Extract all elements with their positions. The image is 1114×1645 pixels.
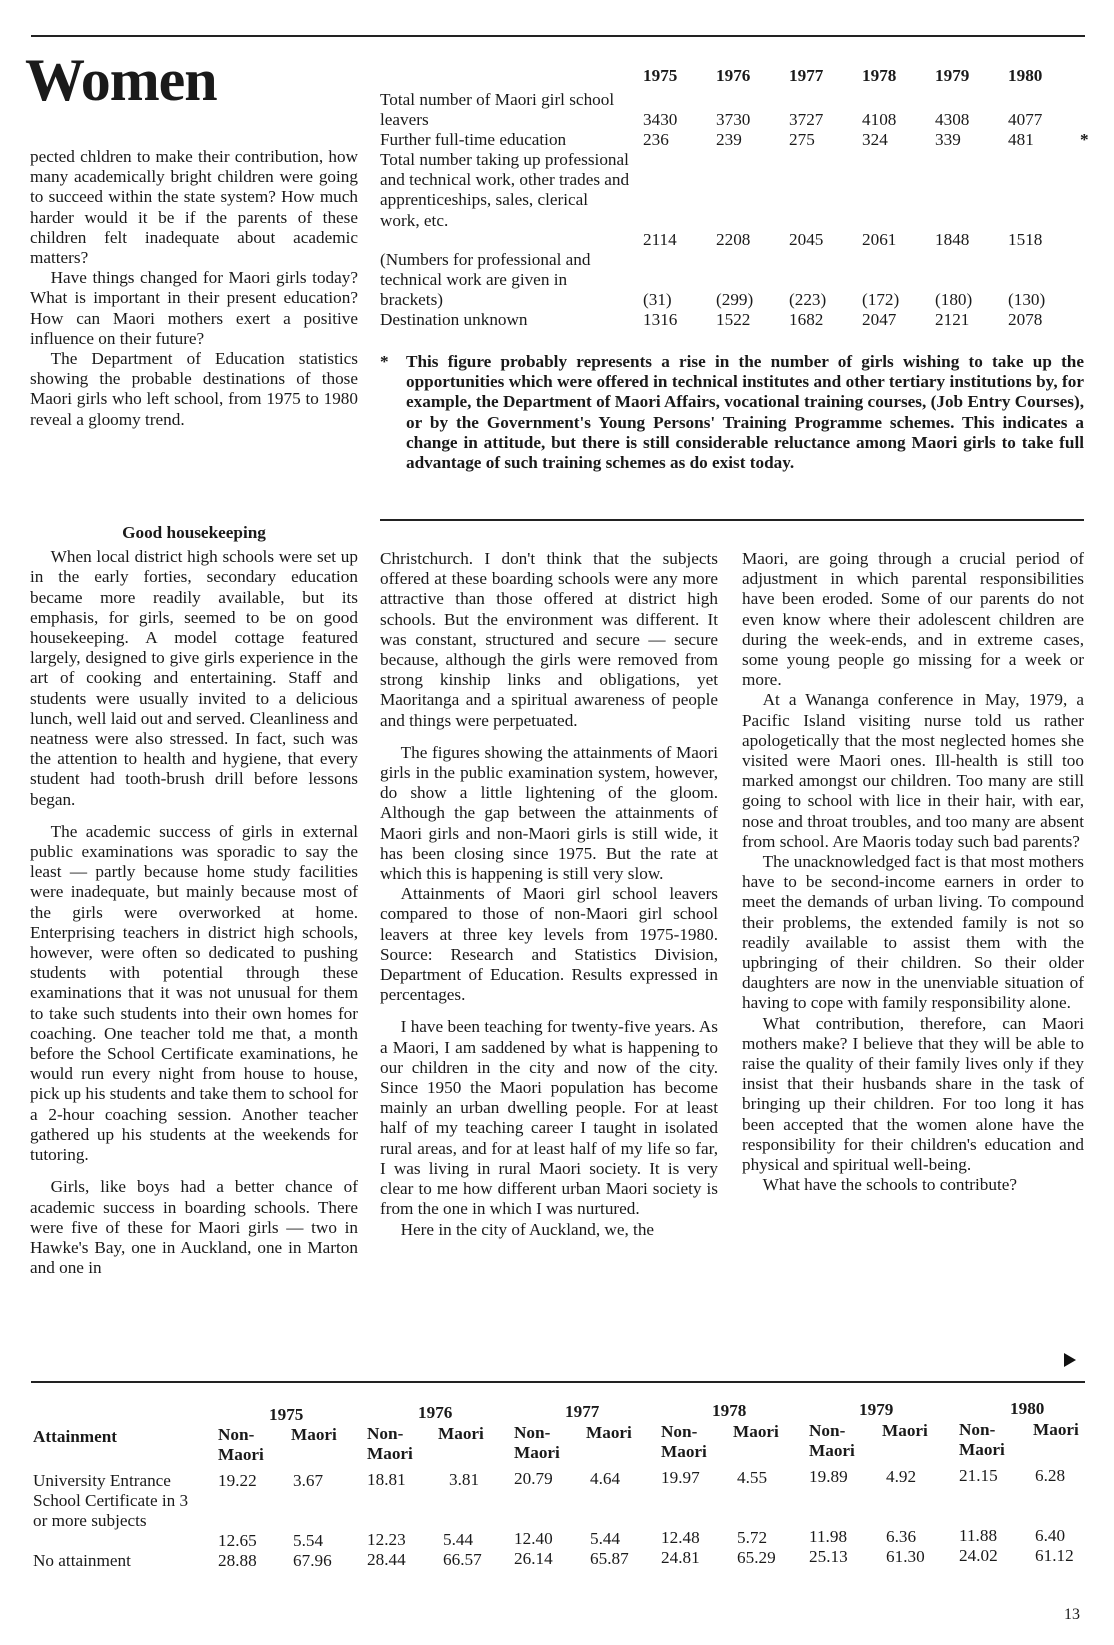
table-cell: (180) <box>935 290 973 309</box>
table-cell: 67.96 <box>293 1551 332 1570</box>
table-cell: (31) <box>643 290 672 309</box>
table-cell: 21.15 <box>959 1466 998 1485</box>
year-header: 1978 <box>862 66 897 85</box>
body-column-2 <box>380 549 718 1240</box>
table-cell: 3730 <box>716 110 751 129</box>
year-header: 1976 <box>716 66 751 85</box>
row-label: Further full-time education <box>380 130 567 149</box>
top-rule <box>31 35 1085 37</box>
year-header: 1979 <box>859 1400 894 1419</box>
table-cell: 24.81 <box>661 1548 700 1567</box>
table-cell: 65.29 <box>737 1548 776 1567</box>
table-cell: 4.92 <box>886 1467 917 1486</box>
table-cell: (223) <box>789 290 827 309</box>
table-cell: (172) <box>862 290 900 309</box>
paragraph: When local district high schools were set up in the early forties, secondary education became more readily available, but its emphasis, for girls, seemed to be on good housekeeping. A model cottage featured largely, designed to give girls experience in the art of cooking and entertaining. Staff and students were usually invited to a delicious lunch, well laid out and served. Cleanliness and neatness were also stressed. In fact, such was the attention to health and hygiene, that every student had tooth-brush drill before lessons began. <box>30 547 358 809</box>
col-header-maori: Maori <box>1033 1420 1079 1439</box>
table-cell: 24.02 <box>959 1546 998 1565</box>
col-header-maori: Maori <box>438 1424 484 1443</box>
table-cell: 3.81 <box>449 1470 480 1489</box>
col-header-non-maori: Non-Maori <box>959 1420 1005 1460</box>
table-cell: 2061 <box>862 230 897 249</box>
col-header-non-maori: Non-Maori <box>218 1425 264 1465</box>
table-cell: 1316 <box>643 310 678 329</box>
row-label: Total number of Maori girl school leavers <box>380 90 615 130</box>
paragraph: What contribution, therefore, can Maori mothers make? I believe that they will be able to raise the quality of their family lives only if they insist that their husbands share in the task of bringing up their children. For too long it has been accepted that the women alone have the responsibility for their children's education and physical and spiritual well-being. <box>742 1013 1084 1175</box>
year-header: 1977 <box>789 66 824 85</box>
row-label: (Numbers for professional and technical work are given in brackets) <box>380 250 591 310</box>
table-cell: 6.36 <box>886 1527 917 1546</box>
table-cell: 2208 <box>716 230 751 249</box>
paragraph: What have the schools to contribute? <box>762 1175 1018 1195</box>
row-label: University Entrance <box>33 1471 171 1490</box>
bottom-table-rule <box>31 1381 1085 1383</box>
table-cell: 6.40 <box>1035 1526 1066 1545</box>
paragraph: Attainments of Maori girl school leavers compared to those of non-Maori girl school leavers at three key levels from 1975-1980. Source: Research and Statistics Division, Department of Education. Results expressed in percentages. <box>380 884 718 1005</box>
paragraph: The unacknowledged fact is that most mothers have to be second-income earners in order to meet the demands of urban living. To compound their problems, the extended family is not so readily available to assist them with the upbringing of their children. So their older daughters are now in the unenviable situation of having to cope with family responsibility alone. <box>742 852 1084 1013</box>
table-cell: 239 <box>716 130 742 149</box>
table-cell: 1848 <box>935 230 970 249</box>
table-cell: 12.40 <box>514 1529 553 1548</box>
footnote-mark: * <box>1080 130 1089 149</box>
table-cell: 3.67 <box>293 1471 324 1490</box>
table-cell: 5.72 <box>737 1528 768 1547</box>
year-header: 1975 <box>269 1405 304 1424</box>
table-cell: 4.64 <box>590 1469 621 1488</box>
col-header-non-maori: Non-Maori <box>367 1424 413 1464</box>
year-header: 1980 <box>1008 66 1043 85</box>
table-cell: 11.98 <box>809 1527 848 1546</box>
table-cell: 275 <box>789 130 815 149</box>
table-cell: 2114 <box>643 230 677 249</box>
table-cell: 61.30 <box>886 1547 925 1566</box>
table-cell: 1682 <box>789 310 824 329</box>
table-cell: 65.87 <box>590 1549 629 1568</box>
table-cell: 324 <box>862 130 888 149</box>
intro-paragraph: pected chldren to make their contribution, how many academically bright children were going to succeed within the state system? How much harder would it be if the parents of these children felt inadequate about academic matters? <box>30 147 358 268</box>
table-cell: 19.89 <box>809 1467 848 1486</box>
year-header: 1975 <box>643 66 678 85</box>
table-cell: 12.48 <box>661 1528 700 1547</box>
table-cell: 4108 <box>862 110 897 129</box>
col-header-maori: Maori <box>882 1421 928 1440</box>
paragraph: Maori, are going through a crucial period of adjustment in which parental responsibilities have been eroded. Some of our parents do not even know where their adolescent children are during the week-ends, and in extreme cases, some young people go missing for a week or more. <box>742 549 1084 690</box>
table-cell: 481 <box>1008 130 1034 149</box>
table-cell: 4077 <box>1008 110 1043 129</box>
col-header-maori: Maori <box>291 1425 337 1444</box>
footnote <box>380 352 1084 473</box>
table-cell: 66.57 <box>443 1550 482 1569</box>
table-cell: 2045 <box>789 230 824 249</box>
footnote-rule <box>380 519 1084 521</box>
paragraph: I have been teaching for twenty-five years. As a Maori, I am saddened by what is happening to our children in the city and now of the city. Since 1950 the Maori population has become mainly an urban dwelling people. For at least half of my teaching career I taught in isolated rural areas, and for at least half of my life so far, I was living in rural Maori society. It is very clear to me how different urban Maori society is from the one in which I was nurtured. <box>380 1017 718 1219</box>
table-cell: 6.28 <box>1035 1466 1066 1485</box>
table-cell: 18.81 <box>367 1470 406 1489</box>
table-cell: 5.44 <box>590 1529 621 1548</box>
continue-arrow-icon <box>1064 1353 1076 1367</box>
table-cell: 12.23 <box>367 1530 406 1549</box>
year-header: 1978 <box>712 1401 747 1420</box>
intro-column <box>30 147 358 430</box>
col-header-maori: Maori <box>733 1422 779 1441</box>
paragraph: Here in the city of Auckland, we, the <box>400 1219 655 1239</box>
table-cell: 339 <box>935 130 961 149</box>
col-header-maori: Maori <box>586 1423 632 1442</box>
body-column-1 <box>30 523 358 1278</box>
table-cell: 1522 <box>716 310 751 329</box>
intro-paragraph: The Department of Education statistics showing the probable destinations of those Maori girls who left school, from 1975 to 1980 reveal a gloomy trend. <box>30 349 358 429</box>
intro-paragraph: Have things changed for Maori girls today? What is important in their present education? How can Maori mothers exert a positive influence on their future? <box>30 268 358 348</box>
table-cell: 19.97 <box>661 1468 700 1487</box>
section-heading: Good housekeeping <box>122 523 266 542</box>
table-cell: 2121 <box>935 310 970 329</box>
table-cell: 3430 <box>643 110 678 129</box>
paragraph: Christchurch. I don't think that the subjects offered at these boarding schools were any more attractive than those offered at district high schools. But the environment was different. It was constant, structured and secure — secure because, although the girls were removed from strong kinship links and obligations, yet Maoritanga and a spiritual awareness of people and things were perpetuated. <box>380 549 718 730</box>
year-header: 1977 <box>565 1402 600 1421</box>
table-cell: 2047 <box>862 310 897 329</box>
paragraph: The academic success of girls in external public examinations was sporadic to say the least — partly because home study facilities were inadequate, but mainly because most of the girls were overworked at home. Enterprising teachers in district high schools, however, were often so dedicated to pushing students with potential through these examinations that it was not unusual for them to take such students into their own homes for coaching. One teacher told me that, a month before the School Certificate examinations, he would run every night from house to house, pick up his students and take them to school for a 2-hour coaching session. Another teacher gathered up his students at the weekends for tutoring. <box>30 821 358 1165</box>
row-label: Total number taking up professional and technical work, other trades and apprenticeships, sales, clerical work, etc. <box>380 150 630 230</box>
paragraph: At a Wananga conference in May, 1979, a Pacific Island visiting nurse told us rather apologetically that the most neglected homes she visited were Maori ones. Ill-health is still too marked amongst our children. Too many are still going to school with lice in their hair, with ear, nose and throat troubles, and too many are absent from school. Are Maoris today such bad parents? <box>742 690 1084 851</box>
table-cell: 28.88 <box>218 1551 257 1570</box>
table-cell: 5.44 <box>443 1530 474 1549</box>
page-number: 13 <box>1064 1606 1080 1623</box>
table-cell: 28.44 <box>367 1550 406 1569</box>
table-cell: 19.22 <box>218 1471 257 1490</box>
body-column-3 <box>742 549 1084 1196</box>
table-cell: 11.88 <box>959 1526 998 1545</box>
year-header: 1979 <box>935 66 970 85</box>
paragraph: The figures showing the attainments of Maori girls in the public examination system, however, do show a little lightening of the gloom. Although the gap between the attainments of Maori girls and non-Maori girls is still wide, it has been closing since 1975. But the rate at which this is happening is still very slow. <box>380 742 718 884</box>
col-header-non-maori: Non-Maori <box>514 1423 560 1463</box>
col-header-non-maori: Non-Maori <box>661 1422 707 1462</box>
footnote-text: This figure probably represents a rise in the number of girls wishing to take up the opportunities which were offered in technical institutes and other tertiary institutions by, for example, the Department of Maori Affairs, vocational training courses, (Job Entry Courses), or by the Government's Young Persons' Training Programme schemes. This indicates a change in attitude, but there is still considerable reluctance among Maori girls to take full advantage of such training schemes as do exist today. <box>406 352 1084 473</box>
col-header-non-maori: Non-Maori <box>809 1421 855 1461</box>
table-cell: 61.12 <box>1035 1546 1074 1565</box>
attainment-header: Attainment <box>33 1427 118 1446</box>
table-cell: 12.65 <box>218 1531 257 1550</box>
table-cell: 236 <box>643 130 669 149</box>
table-cell: 3727 <box>789 110 824 129</box>
table-cell: 4308 <box>935 110 970 129</box>
year-header: 1980 <box>1010 1399 1045 1418</box>
table-cell: 26.14 <box>514 1549 553 1568</box>
row-label: Destination unknown <box>380 310 528 329</box>
table-cell: 2078 <box>1008 310 1043 329</box>
table-cell: 20.79 <box>514 1469 553 1488</box>
page-title: Women <box>25 47 217 113</box>
table-cell: (130) <box>1008 290 1046 309</box>
table-cell: 4.55 <box>737 1468 768 1487</box>
row-label: School Certificate in 3 or more subjects <box>33 1491 189 1531</box>
row-label: No attainment <box>33 1551 131 1570</box>
paragraph: Girls, like boys had a better chance of academic success in boarding schools. There were five of these for Maori girls — two in Hawke's Bay, one in Auckland, one in Marton and one in <box>30 1177 358 1278</box>
table-cell: 1518 <box>1008 230 1043 249</box>
year-header: 1976 <box>418 1403 453 1422</box>
footnote-mark: * <box>380 352 389 371</box>
table-cell: (299) <box>716 290 754 309</box>
table-cell: 5.54 <box>293 1531 324 1550</box>
table-cell: 25.13 <box>809 1547 848 1566</box>
